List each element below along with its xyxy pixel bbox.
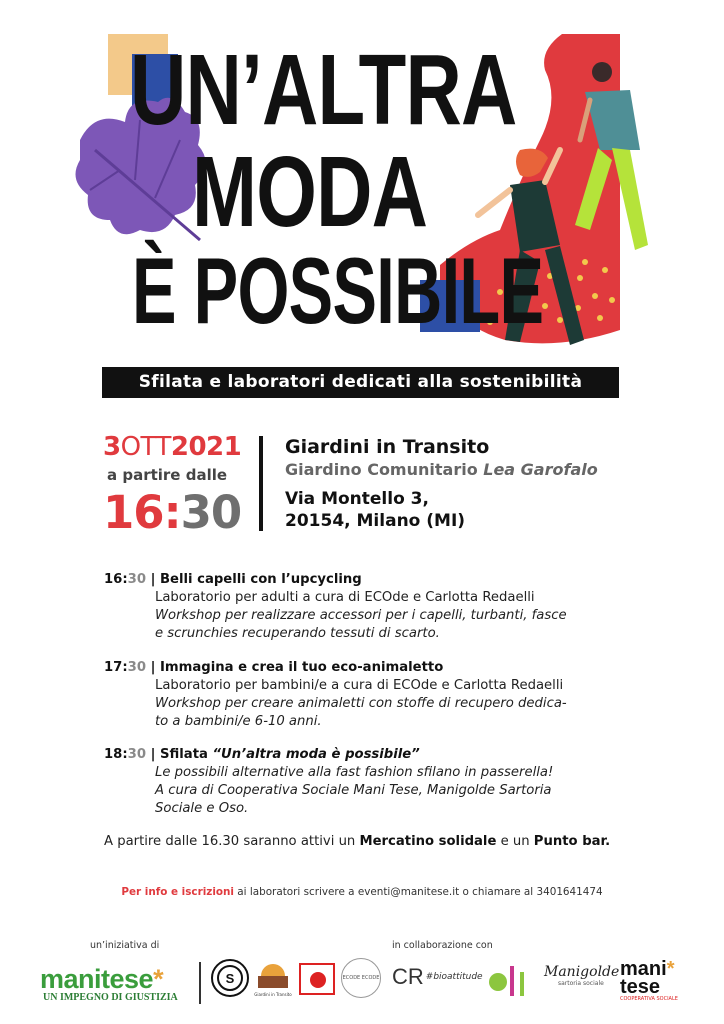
- initiative-label: un’iniziativa di: [90, 940, 160, 951]
- time-hour: 16: [103, 486, 164, 539]
- program-hour: 18:: [104, 747, 128, 762]
- market-middle: e un: [496, 834, 534, 849]
- info-rest: ai laboratori scrivere a eventi@manitese.it o chiamare al 3401641474: [233, 886, 603, 898]
- program-item: [104, 659, 664, 731]
- event-time: [103, 486, 241, 539]
- subtitle-banner: Sfilata e laboratori dedicati alla sostenibilità: [102, 367, 619, 398]
- venue-subtitle: [285, 460, 598, 479]
- collaboration-label: in collaborazione con: [392, 940, 493, 951]
- asterisk-icon: *: [153, 964, 164, 994]
- sunset-icon: [254, 958, 292, 988]
- mani-coop-sub: COOPERATIVA SOCIALE: [620, 996, 678, 1002]
- venue-name: Giardini in Transito: [285, 436, 490, 458]
- date-month: OTT: [120, 432, 171, 462]
- time-colon: :: [163, 486, 181, 539]
- partner-logo-giardini: [254, 958, 292, 1000]
- title-line-3: È POSSIBILE: [132, 238, 544, 343]
- market-note: [104, 834, 610, 849]
- from-label: a partire dalle: [107, 466, 228, 484]
- partner-logo-manigolde: [544, 964, 620, 987]
- address-line-1: Via Montello 3,: [285, 489, 429, 509]
- program-hour: 17:: [104, 660, 128, 675]
- venue-sub-name: Lea Garofalo: [483, 460, 598, 479]
- program-desc: Le possibili alternative alla fast fashion sfilano in passerella!: [155, 765, 554, 780]
- manigolde-sub-text: sartoria sociale: [558, 980, 604, 987]
- tese-text: tese: [620, 976, 661, 998]
- program-title-italic: “Un’altra moda è possibile”: [212, 747, 420, 762]
- program-hour: 16:: [104, 572, 128, 587]
- svg-text:S: S: [225, 971, 235, 986]
- program-line: Laboratorio per bambini/e a cura di ECOde e Carlotta Redaelli: [155, 678, 564, 693]
- market-prefix: A partire dalle 16.30 saranno attivi un: [104, 834, 360, 849]
- bioattitude-logo-text: #bioattitude: [425, 972, 483, 982]
- program-desc: Workshop per creare animaletti con stoffe di recupero dedica-: [155, 696, 567, 711]
- asterisk-icon: *: [666, 958, 675, 980]
- address-line-2: 20154, Milano (MI): [285, 511, 466, 531]
- program-line: Laboratorio per adulti a cura di ECOde e Carlotta Redaelli: [155, 590, 535, 605]
- program-item: [104, 746, 664, 818]
- vertical-divider: [259, 436, 263, 531]
- manitese-word: manitese: [40, 964, 154, 994]
- manitese-tagline: UN IMPEGNO DI GIUSTIZIA: [43, 992, 178, 1003]
- partner-logo-manitese-coop: [620, 960, 690, 1002]
- program-item: [104, 571, 664, 643]
- info-line: [0, 886, 724, 898]
- program-title: | Immagina e crea il tuo eco-animaletto: [146, 660, 444, 675]
- program-title: | Sfilata: [146, 747, 213, 762]
- market-bold-1: Mercatino solidale: [359, 834, 497, 849]
- partner-logo-ecode: ECODE ECODE: [341, 958, 381, 998]
- info-red: Per info e iscrizioni: [121, 886, 234, 898]
- market-bold-2: Punto bar.: [533, 834, 611, 849]
- program-desc: Workshop per realizzare accessori per i capelli, turbanti, fasce: [155, 608, 567, 623]
- partner-logo-cr: [392, 964, 483, 990]
- manitese-logo: [40, 964, 178, 1003]
- partner-logo-red-icon: [298, 958, 336, 998]
- cr-logo-text: CR: [392, 964, 424, 989]
- program-desc: to a bambini/e 6-10 anni.: [155, 714, 322, 729]
- venue-sub-prefix: Giardino Comunitario: [285, 460, 484, 479]
- program-minutes: 30: [127, 572, 146, 587]
- program-desc: Sociale e Oso.: [155, 801, 249, 816]
- program-minutes: 30: [127, 747, 146, 762]
- program-title: | Belli capelli con l’upcycling: [146, 572, 362, 587]
- date-year: 2021: [170, 432, 242, 462]
- giardini-logo-text: Giardini in Transito: [254, 992, 292, 997]
- partner-logo-circle-icon: [210, 958, 250, 998]
- logo-separator: [199, 962, 201, 1004]
- partner-logo-gardening-icon: [484, 958, 538, 1000]
- program-desc: A cura di Cooperativa Sociale Mani Tese, Manigolde Sartoria: [155, 783, 552, 798]
- program-desc: e scrunchies recuperando tessuti di scarto.: [155, 626, 440, 641]
- manigolde-logo-text: Manigolde: [544, 964, 620, 980]
- title-line-1: UN’ALTRA: [130, 34, 517, 146]
- event-date: [103, 432, 241, 462]
- date-day: 3: [103, 432, 121, 462]
- program-minutes: 30: [127, 660, 146, 675]
- mani-text: mani: [620, 958, 667, 980]
- title-line-2: MODA: [192, 136, 428, 248]
- time-minutes: 30: [180, 486, 242, 539]
